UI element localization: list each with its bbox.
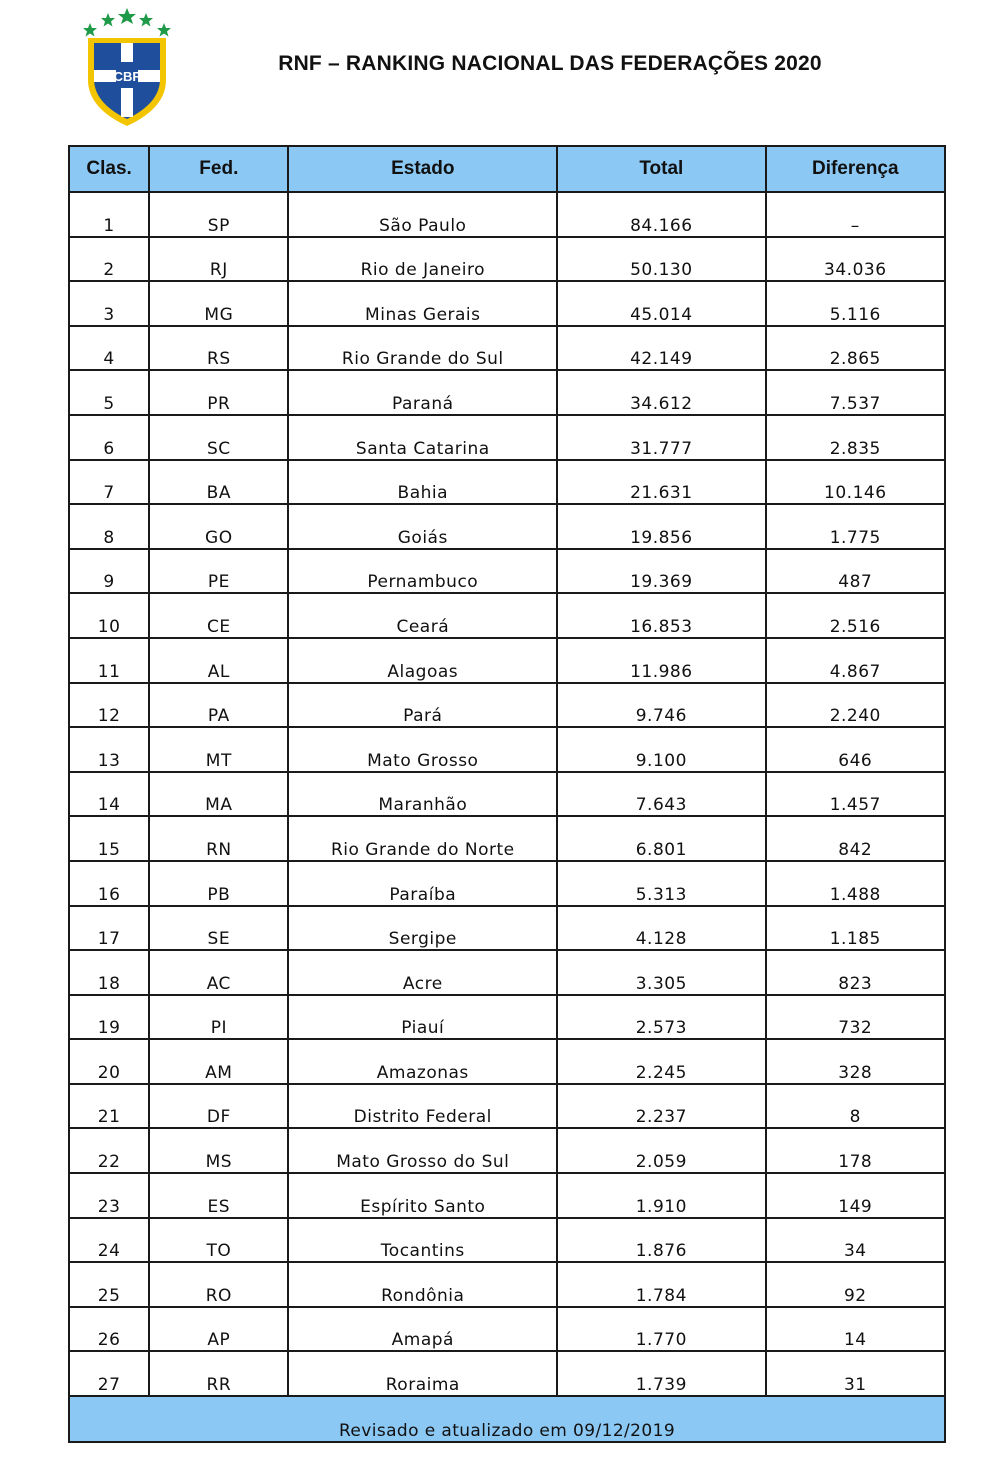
total-cell: 21.631 (557, 460, 765, 505)
total-cell: 3.305 (557, 950, 765, 995)
federation-cell: RN (149, 816, 288, 861)
difference-cell: 34.036 (766, 237, 945, 282)
difference-cell: 8 (766, 1084, 945, 1129)
state-cell: Mato Grosso do Sul (288, 1128, 557, 1173)
federation-cell: AC (149, 950, 288, 995)
state-cell: Rio Grande do Sul (288, 326, 557, 371)
table-row (69, 281, 945, 326)
rank-cell: 1 (69, 192, 149, 237)
table-row (69, 816, 945, 861)
rank-cell: 18 (69, 950, 149, 995)
federation-cell: PR (149, 370, 288, 415)
total-cell: 84.166 (557, 192, 765, 237)
state-cell: Rio de Janeiro (288, 237, 557, 282)
federation-cell: MS (149, 1128, 288, 1173)
difference-cell: 823 (766, 950, 945, 995)
total-cell: 1.739 (557, 1351, 765, 1396)
federation-cell: CE (149, 593, 288, 638)
total-cell: 1.910 (557, 1173, 765, 1218)
rank-cell: 21 (69, 1084, 149, 1129)
state-cell: Ceará (288, 593, 557, 638)
table-row (69, 192, 945, 237)
total-cell: 4.128 (557, 906, 765, 951)
difference-cell: 842 (766, 816, 945, 861)
federation-cell: PE (149, 549, 288, 594)
federation-cell: AP (149, 1307, 288, 1352)
table-row (69, 549, 945, 594)
rank-cell: 23 (69, 1173, 149, 1218)
total-cell: 9.100 (557, 727, 765, 772)
rank-cell: 24 (69, 1218, 149, 1263)
table-row (69, 683, 945, 728)
rank-cell: 17 (69, 906, 149, 951)
table-row (69, 460, 945, 505)
federation-cell: PB (149, 861, 288, 906)
state-cell: Rio Grande do Norte (288, 816, 557, 861)
difference-cell: 31 (766, 1351, 945, 1396)
state-cell: Distrito Federal (288, 1084, 557, 1129)
federation-cell: RJ (149, 237, 288, 282)
rank-cell: 16 (69, 861, 149, 906)
table-row (69, 995, 945, 1040)
total-cell: 19.856 (557, 504, 765, 549)
difference-cell: 2.835 (766, 415, 945, 460)
federation-cell: TO (149, 1218, 288, 1263)
rank-cell: 7 (69, 460, 149, 505)
table-row (69, 1173, 945, 1218)
total-cell: 2.059 (557, 1128, 765, 1173)
state-cell: Paraíba (288, 861, 557, 906)
federation-cell: MG (149, 281, 288, 326)
total-cell: 1.784 (557, 1262, 765, 1307)
difference-cell: 149 (766, 1173, 945, 1218)
federation-cell: AL (149, 638, 288, 683)
state-cell: Pernambuco (288, 549, 557, 594)
table-row (69, 861, 945, 906)
total-cell: 1.770 (557, 1307, 765, 1352)
rank-cell: 6 (69, 415, 149, 460)
rank-cell: 2 (69, 237, 149, 282)
rank-cell: 5 (69, 370, 149, 415)
federation-cell: ES (149, 1173, 288, 1218)
column-header-fed: Fed. (149, 146, 288, 192)
table-row (69, 593, 945, 638)
state-cell: Amazonas (288, 1039, 557, 1084)
table-row (69, 1084, 945, 1129)
federation-cell: GO (149, 504, 288, 549)
difference-cell: 487 (766, 549, 945, 594)
difference-cell: 646 (766, 727, 945, 772)
federation-cell: PA (149, 683, 288, 728)
state-cell: Amapá (288, 1307, 557, 1352)
federation-cell: RS (149, 326, 288, 371)
cbf-crest-logo (78, 8, 176, 130)
column-header-estado: Estado (288, 146, 557, 192)
difference-cell: 10.146 (766, 460, 945, 505)
total-cell: 19.369 (557, 549, 765, 594)
difference-cell: 2.240 (766, 683, 945, 728)
table-row (69, 638, 945, 683)
rank-cell: 25 (69, 1262, 149, 1307)
table-row (69, 504, 945, 549)
difference-cell: 328 (766, 1039, 945, 1084)
federation-cell: PI (149, 995, 288, 1040)
page-title: RNF – RANKING NACIONAL DAS FEDERAÇÕES 2020 (278, 52, 822, 75)
state-cell: Acre (288, 950, 557, 995)
federation-cell: RO (149, 1262, 288, 1307)
state-cell: Sergipe (288, 906, 557, 951)
state-cell: Pará (288, 683, 557, 728)
rank-cell: 9 (69, 549, 149, 594)
federation-cell: MA (149, 772, 288, 817)
rank-cell: 14 (69, 772, 149, 817)
difference-cell: 1.185 (766, 906, 945, 951)
state-cell: Paraná (288, 370, 557, 415)
total-cell: 9.746 (557, 683, 765, 728)
state-cell: São Paulo (288, 192, 557, 237)
federation-cell: SE (149, 906, 288, 951)
difference-cell: 2.865 (766, 326, 945, 371)
table-row (69, 772, 945, 817)
total-cell: 2.573 (557, 995, 765, 1040)
rank-cell: 12 (69, 683, 149, 728)
rank-cell: 20 (69, 1039, 149, 1084)
table-header-row (69, 146, 945, 192)
total-cell: 16.853 (557, 593, 765, 638)
rank-cell: 15 (69, 816, 149, 861)
table-row (69, 1307, 945, 1352)
table-row (69, 727, 945, 772)
table-row (69, 237, 945, 282)
total-cell: 11.986 (557, 638, 765, 683)
difference-cell: 7.537 (766, 370, 945, 415)
total-cell: 7.643 (557, 772, 765, 817)
total-cell: 1.876 (557, 1218, 765, 1263)
rank-cell: 19 (69, 995, 149, 1040)
state-cell: Roraima (288, 1351, 557, 1396)
rank-cell: 8 (69, 504, 149, 549)
total-cell: 2.237 (557, 1084, 765, 1129)
federation-cell: DF (149, 1084, 288, 1129)
total-cell: 5.313 (557, 861, 765, 906)
table-row (69, 950, 945, 995)
table-row (69, 1351, 945, 1396)
column-header-clas: Clas. (69, 146, 149, 192)
state-cell: Alagoas (288, 638, 557, 683)
rank-cell: 4 (69, 326, 149, 371)
difference-cell: 1.775 (766, 504, 945, 549)
state-cell: Minas Gerais (288, 281, 557, 326)
state-cell: Tocantins (288, 1218, 557, 1263)
revision-note: Revisado e atualizado em 09/12/2019 (69, 1396, 945, 1442)
table-footer-row (69, 1396, 945, 1442)
federation-cell: BA (149, 460, 288, 505)
total-cell: 6.801 (557, 816, 765, 861)
rank-cell: 10 (69, 593, 149, 638)
difference-cell: – (766, 192, 945, 237)
difference-cell: 732 (766, 995, 945, 1040)
total-cell: 31.777 (557, 415, 765, 460)
federation-cell: SC (149, 415, 288, 460)
table-row (69, 1218, 945, 1263)
state-cell: Bahia (288, 460, 557, 505)
federation-cell: RR (149, 1351, 288, 1396)
state-cell: Piauí (288, 995, 557, 1040)
state-cell: Espírito Santo (288, 1173, 557, 1218)
difference-cell: 14 (766, 1307, 945, 1352)
state-cell: Mato Grosso (288, 727, 557, 772)
state-cell: Maranhão (288, 772, 557, 817)
total-cell: 50.130 (557, 237, 765, 282)
total-cell: 34.612 (557, 370, 765, 415)
total-cell: 42.149 (557, 326, 765, 371)
rank-cell: 22 (69, 1128, 149, 1173)
difference-cell: 2.516 (766, 593, 945, 638)
state-cell: Goiás (288, 504, 557, 549)
federation-cell: SP (149, 192, 288, 237)
total-cell: 2.245 (557, 1039, 765, 1084)
column-header-diferenca: Diferença (766, 146, 945, 192)
table-row (69, 1128, 945, 1173)
table-row (69, 1039, 945, 1084)
difference-cell: 178 (766, 1128, 945, 1173)
difference-cell: 1.488 (766, 861, 945, 906)
stars-icon (83, 8, 171, 37)
table-row (69, 370, 945, 415)
state-cell: Santa Catarina (288, 415, 557, 460)
difference-cell: 5.116 (766, 281, 945, 326)
total-cell: 45.014 (557, 281, 765, 326)
difference-cell: 34 (766, 1218, 945, 1263)
federation-cell: AM (149, 1039, 288, 1084)
difference-cell: 1.457 (766, 772, 945, 817)
table-row (69, 1262, 945, 1307)
state-cell: Rondônia (288, 1262, 557, 1307)
ranking-table (68, 145, 946, 1443)
rank-cell: 3 (69, 281, 149, 326)
rank-cell: 26 (69, 1307, 149, 1352)
table-row (69, 326, 945, 371)
table-row (69, 906, 945, 951)
federation-cell: MT (149, 727, 288, 772)
difference-cell: 92 (766, 1262, 945, 1307)
difference-cell: 4.867 (766, 638, 945, 683)
rank-cell: 11 (69, 638, 149, 683)
column-header-total: Total (557, 146, 765, 192)
table-body (69, 192, 945, 1396)
crest-text: CBF (113, 69, 141, 84)
rank-cell: 13 (69, 727, 149, 772)
rank-cell: 27 (69, 1351, 149, 1396)
table-row (69, 415, 945, 460)
